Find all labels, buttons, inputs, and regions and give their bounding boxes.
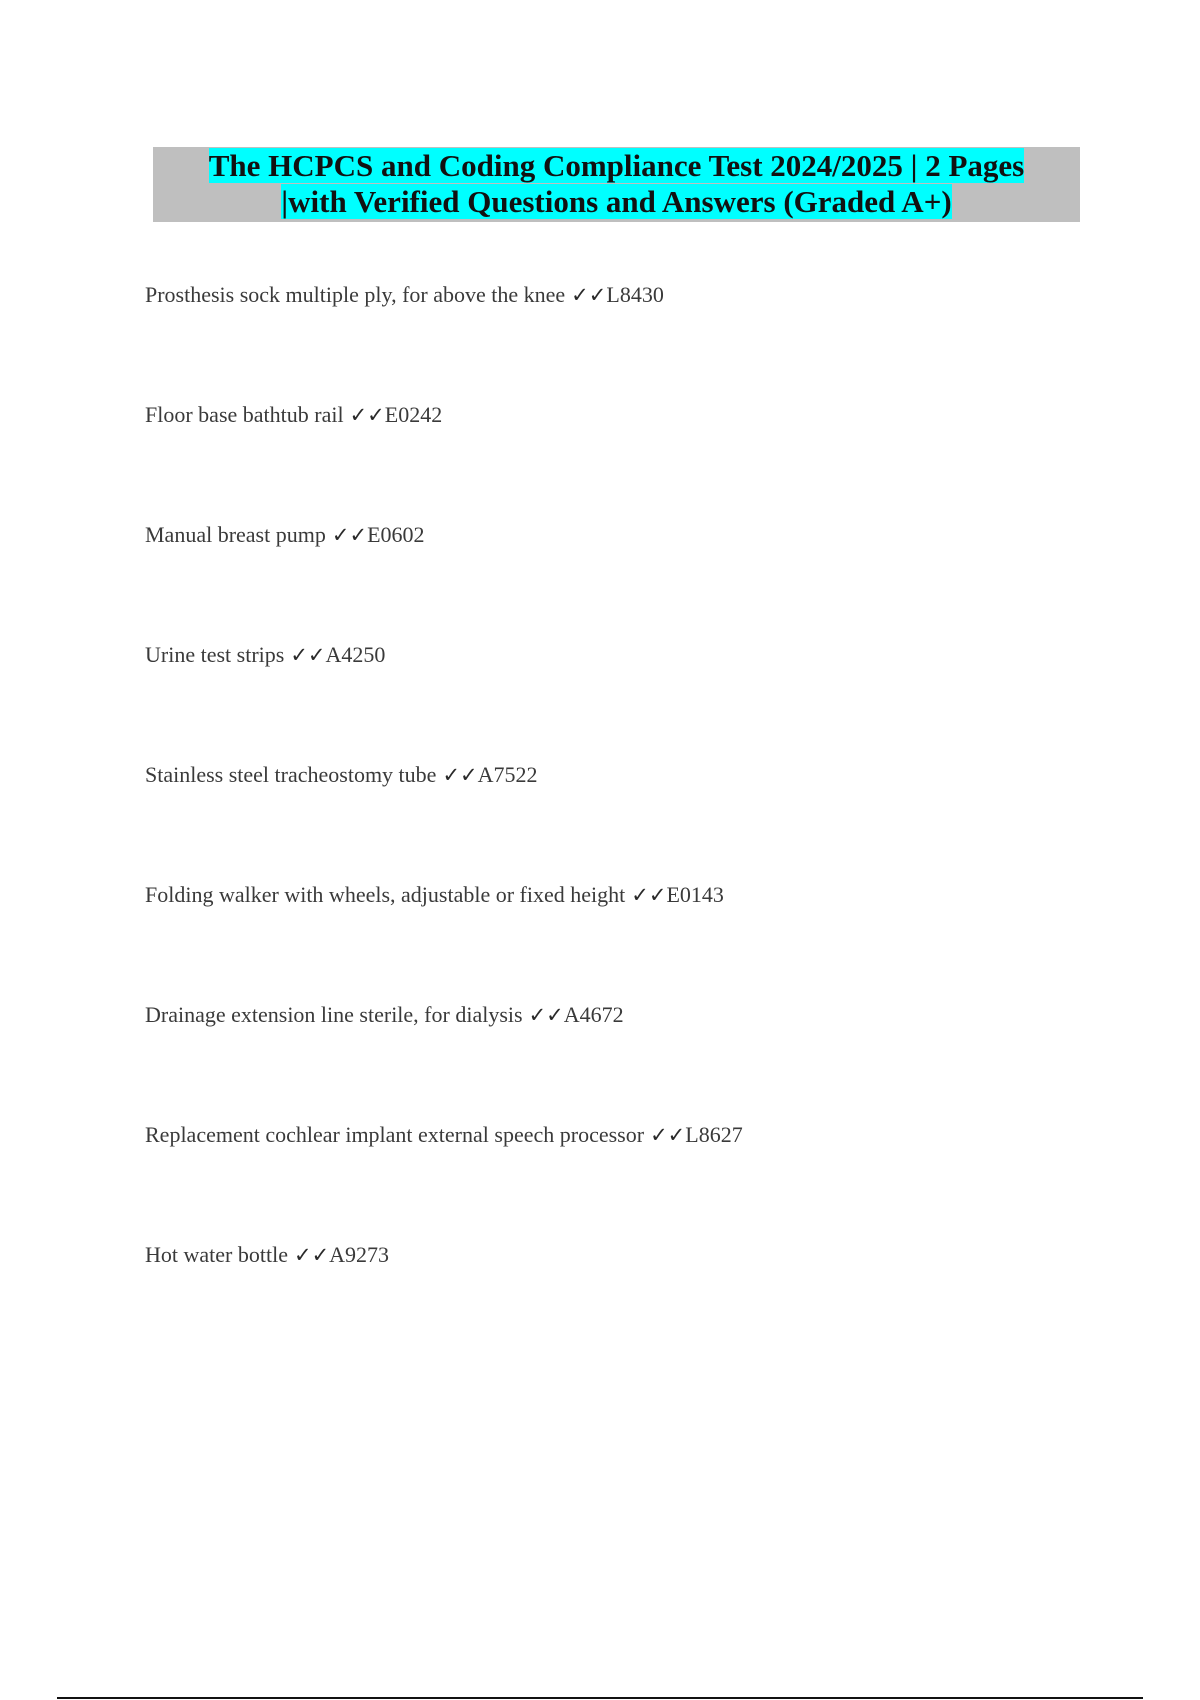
answer-code: A7522 [477, 762, 538, 787]
double-check-icon: ✓✓ [349, 403, 385, 427]
answer-code: A4250 [325, 642, 386, 667]
question-text: Stainless steel tracheostomy tube [145, 762, 437, 787]
question-text: Folding walker with wheels, adjustable or fixed height [145, 882, 626, 907]
double-check-icon: ✓✓ [528, 1003, 564, 1027]
qa-item [145, 755, 1105, 875]
qa-item [145, 395, 1105, 515]
double-check-icon: ✓✓ [290, 643, 326, 667]
answer-code: A4672 [563, 1002, 624, 1027]
qa-item [145, 635, 1105, 755]
answer-code: L8430 [606, 282, 664, 307]
title-line-1: The HCPCS and Coding Compliance Test 2024/2025 | 2 Pages [208, 148, 1025, 183]
double-check-icon: ✓✓ [650, 1123, 686, 1147]
question-text: Hot water bottle [145, 1242, 288, 1267]
question-text: Replacement cochlear implant external speech processor [145, 1122, 645, 1147]
answer-code: E0602 [367, 522, 425, 547]
answer-code: E0242 [384, 402, 443, 427]
answer-code: A9273 [329, 1242, 390, 1267]
qa-item [145, 275, 1105, 395]
question-text: Manual breast pump [145, 522, 326, 547]
document-title [153, 147, 1080, 222]
qa-item [145, 875, 1105, 995]
double-check-icon: ✓✓ [442, 763, 478, 787]
question-text: Prosthesis sock multiple ply, for above the knee [145, 282, 566, 307]
qa-list [145, 275, 1105, 1355]
question-text: Floor base bathtub rail [145, 402, 344, 427]
answer-code: L8627 [685, 1122, 743, 1147]
qa-item [145, 1115, 1105, 1235]
qa-item [145, 995, 1105, 1115]
question-text: Drainage extension line sterile, for dialysis [145, 1002, 523, 1027]
double-check-icon: ✓✓ [293, 1243, 330, 1267]
qa-item [145, 515, 1105, 635]
footer-rule [57, 1697, 1143, 1699]
double-check-icon: ✓✓ [331, 523, 368, 547]
double-check-icon: ✓✓ [631, 883, 667, 907]
question-text: Urine test strips [145, 642, 285, 667]
title-line-2: |with Verified Questions and Answers (Graded A+) [281, 184, 952, 219]
qa-item [145, 1235, 1105, 1355]
double-check-icon: ✓✓ [571, 283, 607, 307]
answer-code: E0143 [666, 882, 724, 907]
